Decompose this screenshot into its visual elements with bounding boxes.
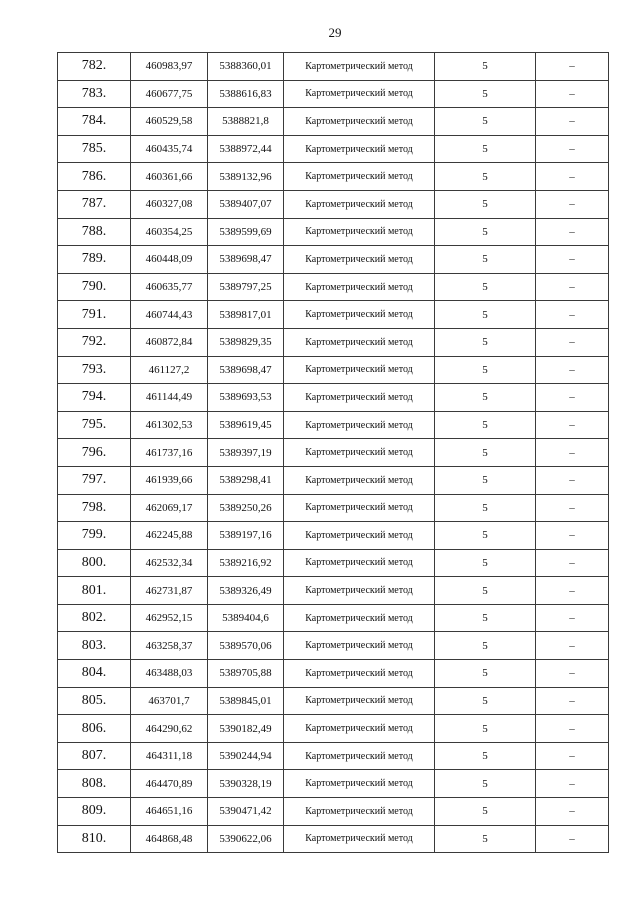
y-coordinate-cell: 5388616,83	[208, 80, 284, 108]
extra-cell: –	[536, 742, 609, 770]
point-number-cell: 792.	[58, 328, 131, 356]
extra-cell: –	[536, 715, 609, 743]
x-coordinate-cell: 460744,43	[131, 301, 208, 329]
x-coordinate-cell: 460448,09	[131, 246, 208, 274]
method-cell: Картометрический метод	[284, 825, 435, 853]
method-cell: Картометрический метод	[284, 411, 435, 439]
accuracy-cell: 5	[435, 687, 536, 715]
x-coordinate-cell: 464290,62	[131, 715, 208, 743]
point-number-cell: 786.	[58, 163, 131, 191]
method-cell: Картометрический метод	[284, 246, 435, 274]
accuracy-cell: 5	[435, 80, 536, 108]
accuracy-cell: 5	[435, 549, 536, 577]
y-coordinate-cell: 5390471,42	[208, 798, 284, 826]
table-row	[58, 135, 609, 163]
extra-cell: –	[536, 163, 609, 191]
point-number-cell: 785.	[58, 135, 131, 163]
table-row	[58, 80, 609, 108]
accuracy-cell: 5	[435, 301, 536, 329]
extra-cell: –	[536, 494, 609, 522]
extra-cell: –	[536, 356, 609, 384]
x-coordinate-cell: 463258,37	[131, 632, 208, 660]
method-cell: Картометрический метод	[284, 273, 435, 301]
table-row	[58, 604, 609, 632]
method-cell: Картометрический метод	[284, 301, 435, 329]
table-row	[58, 384, 609, 412]
method-cell: Картометрический метод	[284, 549, 435, 577]
y-coordinate-cell: 5389829,35	[208, 328, 284, 356]
accuracy-cell: 5	[435, 108, 536, 136]
extra-cell: –	[536, 411, 609, 439]
x-coordinate-cell: 461144,49	[131, 384, 208, 412]
x-coordinate-cell: 462532,34	[131, 549, 208, 577]
accuracy-cell: 5	[435, 328, 536, 356]
method-cell: Картометрический метод	[284, 522, 435, 550]
y-coordinate-cell: 5389845,01	[208, 687, 284, 715]
point-number-cell: 804.	[58, 660, 131, 688]
point-number-cell: 782.	[58, 53, 131, 81]
y-coordinate-cell: 5389197,16	[208, 522, 284, 550]
x-coordinate-cell: 461127,2	[131, 356, 208, 384]
method-cell: Картометрический метод	[284, 439, 435, 467]
x-coordinate-cell: 460529,58	[131, 108, 208, 136]
x-coordinate-cell: 462245,88	[131, 522, 208, 550]
point-number-cell: 808.	[58, 770, 131, 798]
table-row	[58, 190, 609, 218]
extra-cell: –	[536, 190, 609, 218]
extra-cell: –	[536, 522, 609, 550]
x-coordinate-cell: 461939,66	[131, 466, 208, 494]
x-coordinate-cell: 463701,7	[131, 687, 208, 715]
point-number-cell: 784.	[58, 108, 131, 136]
extra-cell: –	[536, 108, 609, 136]
x-coordinate-cell: 462731,87	[131, 577, 208, 605]
point-number-cell: 810.	[58, 825, 131, 853]
x-coordinate-cell: 462952,15	[131, 604, 208, 632]
method-cell: Картометрический метод	[284, 742, 435, 770]
method-cell: Картометрический метод	[284, 494, 435, 522]
accuracy-cell: 5	[435, 218, 536, 246]
table-row	[58, 715, 609, 743]
table-row	[58, 770, 609, 798]
table-row	[58, 273, 609, 301]
accuracy-cell: 5	[435, 522, 536, 550]
point-number-cell: 809.	[58, 798, 131, 826]
y-coordinate-cell: 5389132,96	[208, 163, 284, 191]
accuracy-cell: 5	[435, 356, 536, 384]
accuracy-cell: 5	[435, 190, 536, 218]
x-coordinate-cell: 460361,66	[131, 163, 208, 191]
table-row	[58, 660, 609, 688]
method-cell: Картометрический метод	[284, 163, 435, 191]
table-row	[58, 328, 609, 356]
accuracy-cell: 5	[435, 798, 536, 826]
y-coordinate-cell: 5389298,41	[208, 466, 284, 494]
accuracy-cell: 5	[435, 715, 536, 743]
method-cell: Картометрический метод	[284, 770, 435, 798]
table-row	[58, 218, 609, 246]
table-row	[58, 687, 609, 715]
accuracy-cell: 5	[435, 246, 536, 274]
y-coordinate-cell: 5389599,69	[208, 218, 284, 246]
point-number-cell: 807.	[58, 742, 131, 770]
point-number-cell: 791.	[58, 301, 131, 329]
x-coordinate-cell: 460677,75	[131, 80, 208, 108]
table-row	[58, 356, 609, 384]
y-coordinate-cell: 5389797,25	[208, 273, 284, 301]
point-number-cell: 801.	[58, 577, 131, 605]
method-cell: Картометрический метод	[284, 384, 435, 412]
point-number-cell: 787.	[58, 190, 131, 218]
x-coordinate-cell: 464311,18	[131, 742, 208, 770]
y-coordinate-cell: 5390182,49	[208, 715, 284, 743]
table-row	[58, 632, 609, 660]
y-coordinate-cell: 5389698,47	[208, 246, 284, 274]
point-number-cell: 806.	[58, 715, 131, 743]
extra-cell: –	[536, 301, 609, 329]
extra-cell: –	[536, 53, 609, 81]
extra-cell: –	[536, 273, 609, 301]
x-coordinate-cell: 464868,48	[131, 825, 208, 853]
extra-cell: –	[536, 660, 609, 688]
table-row	[58, 301, 609, 329]
x-coordinate-cell: 460635,77	[131, 273, 208, 301]
point-number-cell: 795.	[58, 411, 131, 439]
accuracy-cell: 5	[435, 577, 536, 605]
method-cell: Картометрический метод	[284, 108, 435, 136]
extra-cell: –	[536, 246, 609, 274]
point-number-cell: 805.	[58, 687, 131, 715]
extra-cell: –	[536, 439, 609, 467]
y-coordinate-cell: 5389250,26	[208, 494, 284, 522]
method-cell: Картометрический метод	[284, 604, 435, 632]
accuracy-cell: 5	[435, 825, 536, 853]
method-cell: Картометрический метод	[284, 356, 435, 384]
coordinates-table	[57, 52, 609, 853]
table-row	[58, 246, 609, 274]
x-coordinate-cell: 460983,97	[131, 53, 208, 81]
extra-cell: –	[536, 328, 609, 356]
extra-cell: –	[536, 384, 609, 412]
y-coordinate-cell: 5389326,49	[208, 577, 284, 605]
point-number-cell: 800.	[58, 549, 131, 577]
table-row	[58, 494, 609, 522]
extra-cell: –	[536, 577, 609, 605]
extra-cell: –	[536, 825, 609, 853]
point-number-cell: 803.	[58, 632, 131, 660]
method-cell: Картометрический метод	[284, 328, 435, 356]
point-number-cell: 802.	[58, 604, 131, 632]
point-number-cell: 793.	[58, 356, 131, 384]
method-cell: Картометрический метод	[284, 466, 435, 494]
point-number-cell: 796.	[58, 439, 131, 467]
method-cell: Картометрический метод	[284, 80, 435, 108]
y-coordinate-cell: 5390622,06	[208, 825, 284, 853]
method-cell: Картометрический метод	[284, 632, 435, 660]
y-coordinate-cell: 5389216,92	[208, 549, 284, 577]
accuracy-cell: 5	[435, 273, 536, 301]
x-coordinate-cell: 464470,89	[131, 770, 208, 798]
table-row	[58, 466, 609, 494]
extra-cell: –	[536, 218, 609, 246]
y-coordinate-cell: 5389693,53	[208, 384, 284, 412]
y-coordinate-cell: 5389397,19	[208, 439, 284, 467]
accuracy-cell: 5	[435, 660, 536, 688]
x-coordinate-cell: 462069,17	[131, 494, 208, 522]
table-row	[58, 798, 609, 826]
table-row	[58, 549, 609, 577]
method-cell: Картометрический метод	[284, 577, 435, 605]
y-coordinate-cell: 5389619,45	[208, 411, 284, 439]
accuracy-cell: 5	[435, 604, 536, 632]
y-coordinate-cell: 5389817,01	[208, 301, 284, 329]
point-number-cell: 799.	[58, 522, 131, 550]
x-coordinate-cell: 460435,74	[131, 135, 208, 163]
y-coordinate-cell: 5389570,06	[208, 632, 284, 660]
accuracy-cell: 5	[435, 135, 536, 163]
accuracy-cell: 5	[435, 632, 536, 660]
point-number-cell: 789.	[58, 246, 131, 274]
y-coordinate-cell: 5389698,47	[208, 356, 284, 384]
extra-cell: –	[536, 604, 609, 632]
y-coordinate-cell: 5390328,19	[208, 770, 284, 798]
extra-cell: –	[536, 549, 609, 577]
y-coordinate-cell: 5388972,44	[208, 135, 284, 163]
method-cell: Картометрический метод	[284, 798, 435, 826]
x-coordinate-cell: 461302,53	[131, 411, 208, 439]
table-row	[58, 108, 609, 136]
x-coordinate-cell: 460327,08	[131, 190, 208, 218]
extra-cell: –	[536, 687, 609, 715]
extra-cell: –	[536, 798, 609, 826]
x-coordinate-cell: 460354,25	[131, 218, 208, 246]
point-number-cell: 783.	[58, 80, 131, 108]
point-number-cell: 790.	[58, 273, 131, 301]
table-row	[58, 742, 609, 770]
y-coordinate-cell: 5390244,94	[208, 742, 284, 770]
accuracy-cell: 5	[435, 439, 536, 467]
y-coordinate-cell: 5389404,6	[208, 604, 284, 632]
table-row	[58, 522, 609, 550]
accuracy-cell: 5	[435, 770, 536, 798]
extra-cell: –	[536, 466, 609, 494]
table-row	[58, 411, 609, 439]
method-cell: Картометрический метод	[284, 53, 435, 81]
extra-cell: –	[536, 770, 609, 798]
x-coordinate-cell: 463488,03	[131, 660, 208, 688]
accuracy-cell: 5	[435, 411, 536, 439]
y-coordinate-cell: 5388821,8	[208, 108, 284, 136]
y-coordinate-cell: 5388360,01	[208, 53, 284, 81]
point-number-cell: 794.	[58, 384, 131, 412]
accuracy-cell: 5	[435, 742, 536, 770]
method-cell: Картометрический метод	[284, 660, 435, 688]
accuracy-cell: 5	[435, 163, 536, 191]
accuracy-cell: 5	[435, 494, 536, 522]
page-number: 29	[328, 25, 342, 40]
method-cell: Картометрический метод	[284, 715, 435, 743]
accuracy-cell: 5	[435, 53, 536, 81]
x-coordinate-cell: 460872,84	[131, 328, 208, 356]
table-row	[58, 439, 609, 467]
point-number-cell: 797.	[58, 466, 131, 494]
x-coordinate-cell: 461737,16	[131, 439, 208, 467]
extra-cell: –	[536, 80, 609, 108]
accuracy-cell: 5	[435, 466, 536, 494]
accuracy-cell: 5	[435, 384, 536, 412]
x-coordinate-cell: 464651,16	[131, 798, 208, 826]
y-coordinate-cell: 5389407,07	[208, 190, 284, 218]
table-row	[58, 825, 609, 853]
extra-cell: –	[536, 135, 609, 163]
y-coordinate-cell: 5389705,88	[208, 660, 284, 688]
method-cell: Картометрический метод	[284, 190, 435, 218]
point-number-cell: 798.	[58, 494, 131, 522]
table-row	[58, 577, 609, 605]
table-row	[58, 53, 609, 81]
method-cell: Картометрический метод	[284, 135, 435, 163]
extra-cell: –	[536, 632, 609, 660]
method-cell: Картометрический метод	[284, 687, 435, 715]
method-cell: Картометрический метод	[284, 218, 435, 246]
point-number-cell: 788.	[58, 218, 131, 246]
coordinates-table-body	[58, 53, 609, 853]
table-row	[58, 163, 609, 191]
